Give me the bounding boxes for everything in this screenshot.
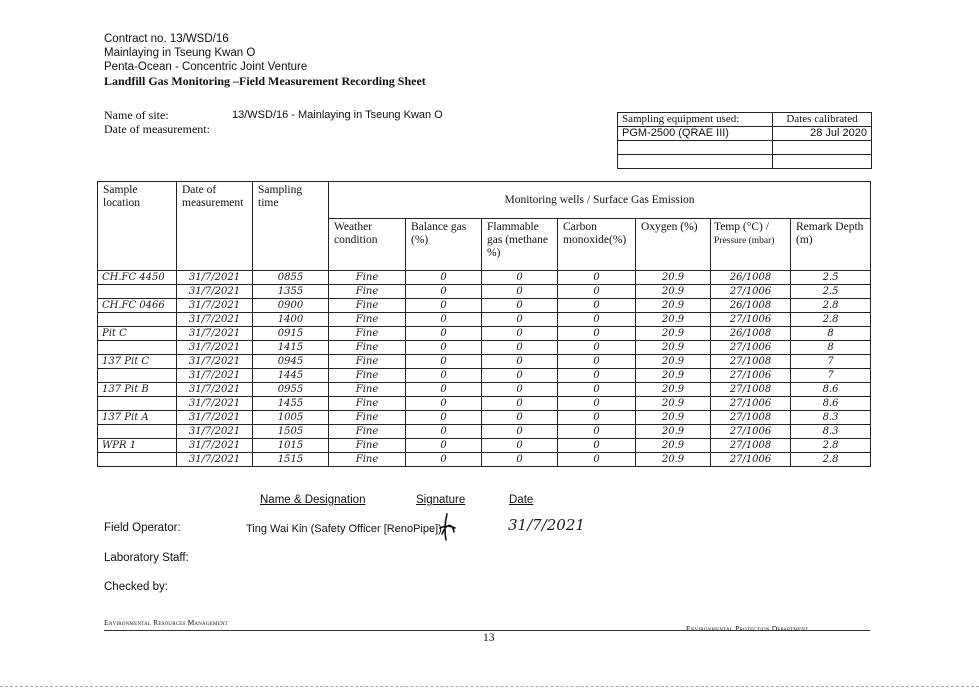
cell-carbon-monoxide: 0 [558, 271, 636, 285]
cell-time: 0900 [253, 299, 329, 313]
page-number: 13 [483, 632, 495, 644]
footer-left: Environmental Resources Management [104, 618, 228, 627]
cell-carbon-monoxide: 0 [558, 341, 636, 355]
bottom-dotted-rule [0, 686, 979, 687]
cell-temp-pressure: 27/1006 [711, 453, 791, 467]
cell-temp-pressure: 27/1008 [711, 355, 791, 369]
cell-carbon-monoxide: 0 [558, 285, 636, 299]
cell-date: 31/7/2021 [177, 425, 253, 439]
cell-flammable-gas: 0 [482, 299, 558, 313]
cell-location [98, 341, 177, 355]
footer-rule [104, 630, 870, 631]
cell-time: 1445 [253, 369, 329, 383]
cell-carbon-monoxide: 0 [558, 425, 636, 439]
cell-oxygen: 20.9 [636, 397, 711, 411]
equipment-table [617, 112, 872, 169]
cell-time: 1355 [253, 285, 329, 299]
table-row [98, 369, 871, 383]
cell-balance-gas: 0 [406, 285, 482, 299]
cell-depth: 8 [791, 341, 871, 355]
table-row [98, 313, 871, 327]
cell-location: CH.FC 0466 [98, 299, 177, 313]
cell-flammable-gas: 0 [482, 327, 558, 341]
table-row [98, 425, 871, 439]
cell-weather: Fine [329, 383, 406, 397]
cell-depth: 8.6 [791, 397, 871, 411]
signoff-date-header: Date [509, 494, 534, 506]
equipment-empty-cell [618, 141, 773, 155]
cell-date: 31/7/2021 [177, 285, 253, 299]
header-sampling-time: Sampling time [253, 182, 329, 271]
lab-staff-label: Laboratory Staff: [104, 552, 189, 564]
cell-weather: Fine [329, 341, 406, 355]
cell-balance-gas: 0 [406, 453, 482, 467]
cell-weather: Fine [329, 327, 406, 341]
cell-temp-pressure: 27/1006 [711, 369, 791, 383]
cell-location [98, 285, 177, 299]
cell-temp-pressure: 27/1006 [711, 397, 791, 411]
table-row [98, 327, 871, 341]
cell-temp-pressure: 27/1006 [711, 341, 791, 355]
site-label: Name of site: [104, 108, 169, 122]
cell-flammable-gas: 0 [482, 439, 558, 453]
header-oxygen: Oxygen (%) [636, 219, 711, 271]
header-pressure-label: Pressure (mbar) [714, 236, 775, 246]
table-row [98, 271, 871, 285]
cell-flammable-gas: 0 [482, 341, 558, 355]
equipment-name: PGM-2500 (QRAE III) [618, 127, 773, 141]
table-row [98, 341, 871, 355]
cell-location [98, 313, 177, 327]
table-row [98, 397, 871, 411]
cell-date: 31/7/2021 [177, 411, 253, 425]
cell-time: 0945 [253, 355, 329, 369]
cell-carbon-monoxide: 0 [558, 397, 636, 411]
cell-temp-pressure: 27/1006 [711, 313, 791, 327]
cell-temp-pressure: 26/1008 [711, 271, 791, 285]
cell-date: 31/7/2021 [177, 313, 253, 327]
cell-weather: Fine [329, 369, 406, 383]
cell-balance-gas: 0 [406, 341, 482, 355]
cell-date: 31/7/2021 [177, 271, 253, 285]
cell-weather: Fine [329, 453, 406, 467]
measurement-rows [98, 271, 871, 467]
cell-weather: Fine [329, 299, 406, 313]
cell-oxygen: 20.9 [636, 341, 711, 355]
cell-depth: 8 [791, 327, 871, 341]
cell-weather: Fine [329, 439, 406, 453]
header-remark-depth: Remark Depth (m) [791, 219, 871, 271]
cell-carbon-monoxide: 0 [558, 453, 636, 467]
cell-carbon-monoxide: 0 [558, 327, 636, 341]
cell-flammable-gas: 0 [482, 397, 558, 411]
cell-oxygen: 20.9 [636, 439, 711, 453]
cell-carbon-monoxide: 0 [558, 299, 636, 313]
cell-oxygen: 20.9 [636, 453, 711, 467]
cell-depth: 2.8 [791, 299, 871, 313]
cell-depth: 8.6 [791, 383, 871, 397]
footer-right: Environmental Protection Department [686, 624, 809, 633]
equipment-empty-cell [618, 155, 773, 169]
cell-date: 31/7/2021 [177, 327, 253, 341]
site-value: 13/WSD/16 - Mainlaying in Tseung Kwan O [232, 109, 443, 121]
header-temp-label: Temp (°C) / [714, 221, 769, 233]
cell-balance-gas: 0 [406, 411, 482, 425]
table-row [98, 453, 871, 467]
cell-time: 0955 [253, 383, 329, 397]
cell-oxygen: 20.9 [636, 355, 711, 369]
cell-flammable-gas: 0 [482, 411, 558, 425]
equipment-header: Sampling equipment used: [618, 113, 773, 127]
cell-depth: 2.8 [791, 313, 871, 327]
cell-temp-pressure: 27/1008 [711, 411, 791, 425]
signature-mark [436, 512, 458, 542]
cell-depth: 2.8 [791, 453, 871, 467]
cell-location [98, 425, 177, 439]
cell-time: 1400 [253, 313, 329, 327]
measurement-table [97, 181, 871, 467]
cell-oxygen: 20.9 [636, 411, 711, 425]
cell-location: 137 Pit B [98, 383, 177, 397]
cell-temp-pressure: 27/1006 [711, 285, 791, 299]
cell-carbon-monoxide: 0 [558, 439, 636, 453]
cell-flammable-gas: 0 [482, 369, 558, 383]
cell-location [98, 397, 177, 411]
cell-temp-pressure: 27/1008 [711, 383, 791, 397]
cell-balance-gas: 0 [406, 369, 482, 383]
cell-weather: Fine [329, 425, 406, 439]
cell-weather: Fine [329, 355, 406, 369]
cell-flammable-gas: 0 [482, 271, 558, 285]
header-carbon-monoxide: Carbon monoxide(%) [558, 219, 636, 271]
cell-oxygen: 20.9 [636, 299, 711, 313]
header-weather: Weather condition [329, 219, 406, 271]
cell-carbon-monoxide: 0 [558, 383, 636, 397]
calibration-date: 28 Jul 2020 [773, 127, 872, 141]
cell-balance-gas: 0 [406, 439, 482, 453]
cell-time: 1415 [253, 341, 329, 355]
table-row [98, 355, 871, 369]
header-date-of-measurement: Date of measurement [177, 182, 253, 271]
table-row [98, 299, 871, 313]
cell-date: 31/7/2021 [177, 355, 253, 369]
cell-weather: Fine [329, 397, 406, 411]
field-operator-label: Field Operator: [104, 522, 181, 534]
cell-time: 1455 [253, 397, 329, 411]
cell-depth: 2.8 [791, 439, 871, 453]
contractor-name: Penta-Ocean - Concentric Joint Venture [104, 61, 308, 73]
field-operator-name: Ting Wai Kin (Safety Officer [RenoPipe]) [246, 523, 442, 535]
cell-carbon-monoxide: 0 [558, 355, 636, 369]
cell-time: 1015 [253, 439, 329, 453]
cell-temp-pressure: 27/1006 [711, 425, 791, 439]
table-row [98, 411, 871, 425]
cell-weather: Fine [329, 285, 406, 299]
cell-time: 1505 [253, 425, 329, 439]
cell-carbon-monoxide: 0 [558, 313, 636, 327]
cell-date: 31/7/2021 [177, 439, 253, 453]
cell-balance-gas: 0 [406, 383, 482, 397]
cell-carbon-monoxide: 0 [558, 411, 636, 425]
cell-balance-gas: 0 [406, 397, 482, 411]
cell-location [98, 369, 177, 383]
cell-date: 31/7/2021 [177, 369, 253, 383]
checked-by-label: Checked by: [104, 581, 168, 593]
project-name: Mainlaying in Tseung Kwan O [104, 47, 256, 59]
cell-date: 31/7/2021 [177, 453, 253, 467]
header-sample-location: Sample location [98, 182, 177, 271]
cell-oxygen: 20.9 [636, 369, 711, 383]
table-row [98, 285, 871, 299]
calibration-empty-cell [773, 155, 872, 169]
cell-depth: 7 [791, 369, 871, 383]
cell-temp-pressure: 27/1008 [711, 439, 791, 453]
cell-oxygen: 20.9 [636, 313, 711, 327]
cell-location: WPR 1 [98, 439, 177, 453]
cell-weather: Fine [329, 411, 406, 425]
signoff-signature-header: Signature [416, 494, 466, 506]
field-operator-date: 31/7/2021 [508, 516, 585, 534]
header-flammable-gas: Flammable gas (methane %) [482, 219, 558, 271]
cell-date: 31/7/2021 [177, 299, 253, 313]
cell-oxygen: 20.9 [636, 383, 711, 397]
cell-oxygen: 20.9 [636, 327, 711, 341]
cell-oxygen: 20.9 [636, 271, 711, 285]
cell-balance-gas: 0 [406, 271, 482, 285]
cell-flammable-gas: 0 [482, 313, 558, 327]
cell-time: 1515 [253, 453, 329, 467]
cell-flammable-gas: 0 [482, 453, 558, 467]
cell-date: 31/7/2021 [177, 397, 253, 411]
cell-carbon-monoxide: 0 [558, 369, 636, 383]
cell-time: 0915 [253, 327, 329, 341]
cell-balance-gas: 0 [406, 313, 482, 327]
header-monitoring-group: Monitoring wells / Surface Gas Emission [329, 182, 871, 219]
cell-balance-gas: 0 [406, 355, 482, 369]
cell-depth: 8.3 [791, 411, 871, 425]
cell-balance-gas: 0 [406, 327, 482, 341]
cell-time: 0855 [253, 271, 329, 285]
calibration-header: Dates calibrated [773, 113, 872, 127]
date-of-measurement-label: Date of measurement: [104, 122, 210, 136]
cell-oxygen: 20.9 [636, 425, 711, 439]
cell-depth: 2.5 [791, 271, 871, 285]
cell-balance-gas: 0 [406, 425, 482, 439]
signoff-name-header: Name & Designation [260, 494, 366, 506]
cell-location: 137 Pit C [98, 355, 177, 369]
cell-balance-gas: 0 [406, 299, 482, 313]
cell-flammable-gas: 0 [482, 425, 558, 439]
cell-temp-pressure: 26/1008 [711, 327, 791, 341]
cell-flammable-gas: 0 [482, 355, 558, 369]
cell-location: Pit C [98, 327, 177, 341]
calibration-empty-cell [773, 141, 872, 155]
contract-number: Contract no. 13/WSD/16 [104, 33, 229, 45]
table-row [98, 439, 871, 453]
header-balance-gas: Balance gas (%) [406, 219, 482, 271]
cell-location: 137 Pit A [98, 411, 177, 425]
cell-time: 1005 [253, 411, 329, 425]
cell-weather: Fine [329, 313, 406, 327]
sheet-title: Landfill Gas Monitoring –Field Measurement Recording Sheet [104, 74, 426, 88]
table-row [98, 383, 871, 397]
cell-temp-pressure: 26/1008 [711, 299, 791, 313]
cell-weather: Fine [329, 271, 406, 285]
cell-location: CH.FC 4450 [98, 271, 177, 285]
cell-depth: 8.3 [791, 425, 871, 439]
cell-location [98, 453, 177, 467]
cell-date: 31/7/2021 [177, 341, 253, 355]
header-temp-pressure [711, 219, 791, 271]
cell-depth: 7 [791, 355, 871, 369]
cell-depth: 2.5 [791, 285, 871, 299]
cell-oxygen: 20.9 [636, 285, 711, 299]
cell-flammable-gas: 0 [482, 285, 558, 299]
cell-flammable-gas: 0 [482, 383, 558, 397]
cell-date: 31/7/2021 [177, 383, 253, 397]
